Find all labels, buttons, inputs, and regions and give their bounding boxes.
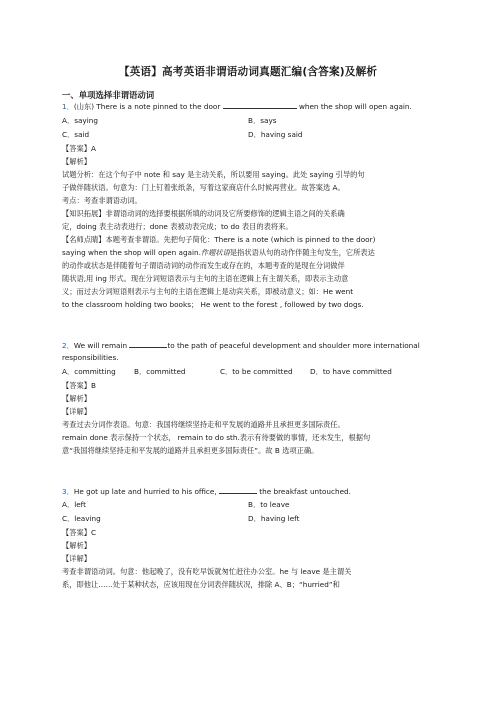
question-text-suffix: to the path of peaceful development and shoulder more international	[167, 341, 420, 350]
analysis-line: 【知识拓展】非谓语动词的选择要根据所填的动词及它所要修饰的逻辑主语之间的关系确	[62, 209, 345, 218]
analysis-line: 随状语,用 ing 形式。现在分词短语表示与主句的主语在逻辑上有主谓关系，即表示主动意	[62, 274, 349, 283]
question-number: 1．	[62, 102, 74, 111]
analysis-line: 的动作或状态是伴随着句子谓语动词的动作而发生或存在的，本题考查的是现在分词做伴	[62, 261, 345, 270]
option-a: A．left	[62, 500, 86, 509]
question-text-suffix: the breakfast untouched.	[259, 487, 351, 496]
detail-line: 考查非谓语动词。句意：他起晚了，没有吃早饭就匆忙赶往办公室。he 与 leave 是主谓关	[62, 567, 352, 576]
analysis-line: 考点：考查非谓语动词。	[62, 196, 142, 205]
answer-blank	[129, 340, 167, 348]
question-3-stem	[62, 486, 351, 496]
detail-line: 意“我国将继续坚持走和平发展的道路并且承担更多国际责任”。故 B 选项正确。	[62, 446, 319, 455]
detail-line: 考查过去分词作表语。句意：我国将继续坚持走和平发展的道路并且承担更多国际责任。	[62, 420, 345, 429]
answer-label: 【答案】A	[62, 144, 96, 153]
question-2-stem-cont: responsibilities.	[62, 353, 119, 362]
detail-label: 【详解】	[62, 407, 92, 416]
option-d: D．having left	[248, 514, 300, 523]
analysis-line: 义；而过去分词短语则表示与主句的主语在逻辑上是动宾关系，即被动意义；如：He went	[62, 287, 354, 296]
question-number: 2．	[62, 341, 74, 350]
analysis-line: 定，doing 表主动表进行；done 表被动表完成；to do 表目的表将来。	[62, 222, 293, 231]
option-d: D．to have committed	[310, 367, 392, 376]
question-text-prefix: We will remain	[73, 341, 128, 350]
analysis-text: 是指状语从句的动作伴随主句发生，它所表达	[229, 248, 375, 257]
analysis-label: 【解析】	[62, 157, 92, 166]
analysis-line: to the classroom holding two books； He went to the forest , followed by two dogs.	[62, 300, 364, 309]
option-c: C．said	[62, 130, 90, 139]
analysis-line: 【名师点睛】本题考查非谓语。先把句子简化：There is a note (which is pinned to the door)	[62, 235, 376, 244]
option-a: A．saying	[62, 116, 98, 125]
question-text-prefix: He got up late and hurried to his office,	[73, 487, 217, 496]
question-text-prefix: (山东) There is a note pinned to the door	[73, 102, 221, 111]
italic-term: 作题状语	[200, 248, 230, 257]
answer-blank	[223, 101, 297, 109]
option-b: B．says	[248, 116, 277, 125]
option-d: D．having said	[248, 130, 303, 139]
answer-label: 【答案】B	[62, 381, 96, 390]
detail-label: 【详解】	[62, 554, 92, 563]
analysis-line: 子做伴随状语。句意为：门上钉着张纸条，写着这家商店什么时候再营业。故答案选 A。	[62, 183, 345, 192]
section-heading: 一、单项选择非谓语动词	[62, 90, 155, 100]
detail-line: 系，即他让……处于某种状态，应该用现在分词表伴随状况，排除 A、B；“hurried”和	[62, 580, 340, 589]
question-number: 3．	[62, 487, 74, 496]
question-1-stem	[62, 101, 412, 111]
question-text-suffix: when the shop will open again.	[298, 102, 412, 111]
page-title: 【英语】高考英语非谓语动词真题汇编(含答案)及解析	[118, 66, 378, 78]
answer-blank	[219, 486, 257, 494]
option-b: B．committed	[134, 367, 186, 376]
question-2-stem	[62, 340, 420, 350]
option-c: C．to be committed	[220, 367, 293, 376]
detail-line: remain done 表示保持一个状态， remain to do sth.表示有待要做的事情，还未发生，根据句	[62, 433, 371, 442]
analysis-line: 试题分析：在这个句子中 note 和 say 是主动关系，所以要用 saying。此处 saying 引导的句	[62, 170, 365, 179]
example-sentence: saying when the shop will open again.	[62, 248, 201, 257]
answer-label: 【答案】C	[62, 528, 97, 537]
option-a: A．committing	[62, 367, 116, 376]
option-c: C．leaving	[62, 514, 101, 523]
analysis-label: 【解析】	[62, 394, 92, 403]
option-b: B．to leave	[248, 500, 290, 509]
analysis-line	[62, 248, 375, 257]
analysis-label: 【解析】	[62, 541, 92, 550]
